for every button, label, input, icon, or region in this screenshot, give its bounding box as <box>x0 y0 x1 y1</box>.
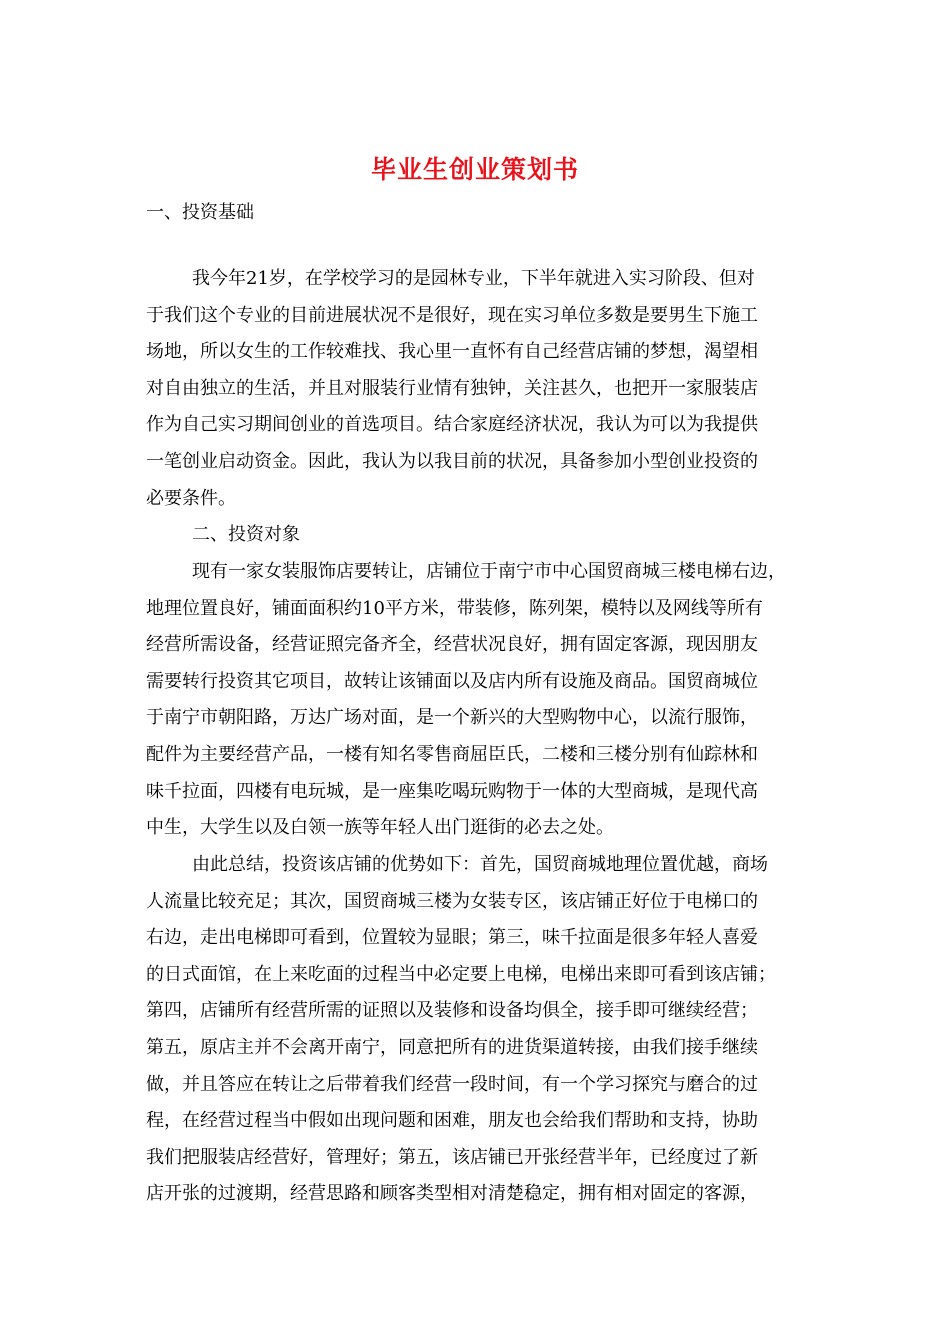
paragraph-line: 经营所需设备，经营证照完备齐全，经营状况良好，拥有固定客源，现因朋友 <box>146 634 758 656</box>
paragraph-line: 于我们这个专业的目前进展状况不是很好，现在实习单位多数是要男生下施工 <box>146 304 758 326</box>
paragraph-line: 第四，店铺所有经营所需的证照以及装修和设备均俱全，接手即可继续经营； <box>146 1000 758 1022</box>
section-heading-investment-target-wrap <box>146 517 806 554</box>
paragraph-line: 我今年21岁，在学校学习的是园林专业，下半年就进入实习阶段、但对 <box>192 268 755 289</box>
paragraph-line: 中生，大学生以及白领一族等年轻人出门逛街的必去之处。 <box>146 817 614 839</box>
paragraph-line: 店开张的过渡期，经营思路和顾客类型相对清楚稳定，拥有相对固定的客源， <box>146 1183 758 1205</box>
paragraph-investment-basis <box>146 261 806 517</box>
paragraph-line: 人流量比较充足；其次，国贸商城三楼为女装专区，该店铺正好位于电梯口的 <box>146 890 758 912</box>
paragraph-line: 需要转行投资其它项目，故转让该铺面以及店内所有设施及商品。国贸商城位 <box>146 670 758 692</box>
paragraph-line: 我们把服装店经营好，管理好；第五，该店铺已开张经营半年，已经度过了新 <box>146 1146 758 1168</box>
section-heading-investment-basis: 一、投资基础 <box>146 202 254 223</box>
paragraph-line: 程，在经营过程当中假如出现问题和困难，朋友也会给我们帮助和支持，协助 <box>146 1110 758 1132</box>
document-title: 毕业生创业策划书 <box>370 155 579 184</box>
paragraph-line: 场地，所以女生的工作较难找、我心里一直怀有自己经营店铺的梦想，渴望相 <box>146 341 758 363</box>
paragraph-line: 必要条件。 <box>146 487 236 509</box>
paragraph-line: 一笔创业启动资金。因此，我认为以我目前的状况，具备参加小型创业投资的 <box>146 450 758 472</box>
paragraph-line: 地理位置良好，铺面面积约10平方米，带装修，陈列架，模特以及网线等所有 <box>146 597 763 619</box>
paragraph-line: 现有一家女装服饰店要转让，店铺位于南宁市中心国贸商城三楼电梯右边， <box>192 561 786 582</box>
section-heading-investment-target: 二、投资对象 <box>192 524 300 545</box>
paragraph-line: 味千拉面，四楼有电玩城，是一座集吃喝玩购物于一体的大型商城，是现代高 <box>146 780 758 802</box>
paragraph-investment-target <box>146 554 806 847</box>
paragraph-line: 第五，原店主并不会离开南宁，同意把所有的进货渠道转接，由我们接手继续 <box>146 1036 758 1058</box>
paragraph-line: 对自由独立的生活，并且对服装行业情有独钟，关注甚久，也把开一家服装店 <box>146 377 758 399</box>
paragraph-line: 由此总结，投资该店铺的优势如下：首先，国贸商城地理位置优越，商场 <box>192 854 768 875</box>
paragraph-advantages <box>146 847 806 1213</box>
paragraph-line: 的日式面馆，在上来吃面的过程当中必定要上电梯，电梯出来即可看到该店铺； <box>146 963 776 985</box>
paragraph-line: 作为自己实习期间创业的首选项目。结合家庭经济状况，我认为可以为我提供 <box>146 414 758 436</box>
paragraph-line: 右边，走出电梯即可看到，位置较为显眼；第三，味千拉面是很多年轻人喜爱 <box>146 927 758 949</box>
paragraph-line: 做，并且答应在转让之后带着我们经营一段时间，有一个学习探究与磨合的过 <box>146 1073 758 1095</box>
paragraph-line: 于南宁市朝阳路，万达广场对面，是一个新兴的大型购物中心，以流行服饰， <box>146 707 758 729</box>
paragraph-line: 配件为主要经营产品，一楼有知名零售商屈臣氏，二楼和三楼分别有仙踪林和 <box>146 743 758 765</box>
